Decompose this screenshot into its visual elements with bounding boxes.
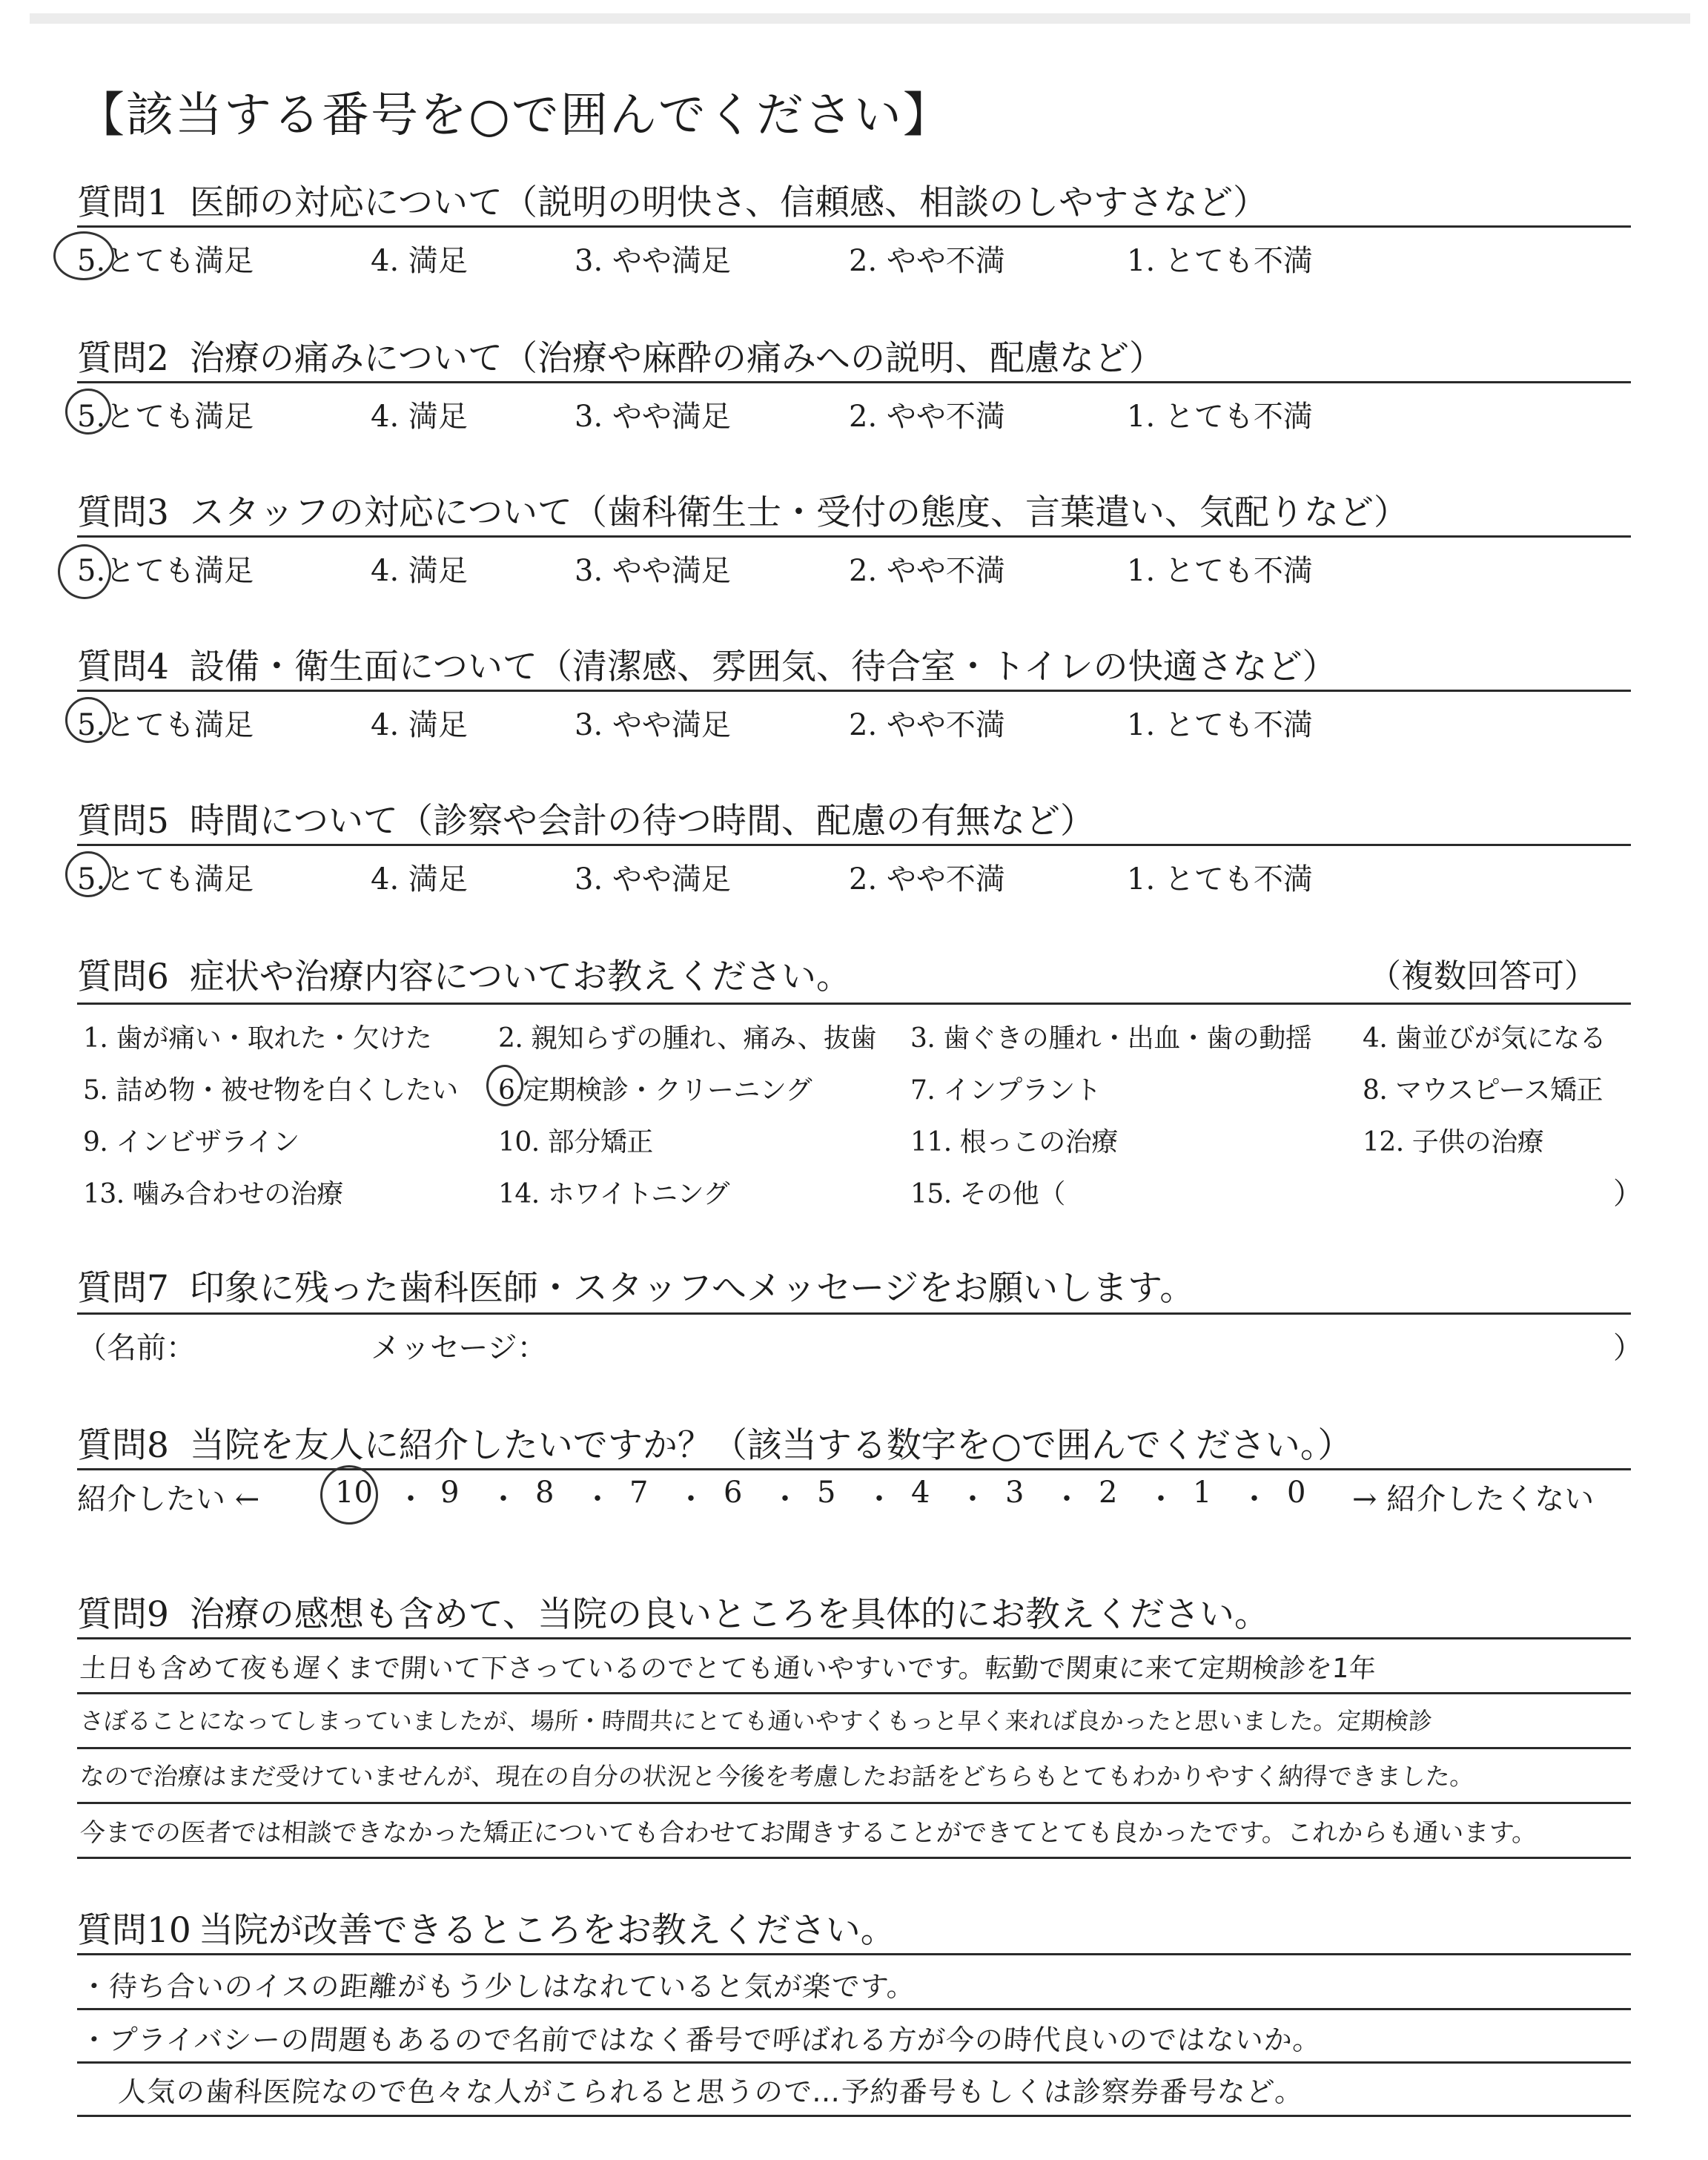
option-5[interactable]: 5.とても満足 — [77, 554, 254, 588]
scale-separator: ・ — [583, 1482, 612, 1516]
symptom-option[interactable]: 10. 部分矯正 — [498, 1127, 653, 1157]
option-3[interactable]: 3. やや満足 — [575, 862, 731, 896]
question-text: 治療の痛みについて（治療や麻酔の痛みへの説明、配慮など） — [189, 338, 1165, 379]
question-text: 時間について（診察や会計の待つ時間、配慮の有無など） — [189, 801, 1095, 842]
scale-value[interactable]: 3 — [1005, 1476, 1025, 1510]
rating-options-q1 — [0, 237, 1708, 282]
symptom-option[interactable]: 15. その他（ — [910, 1179, 1065, 1209]
question-number: 質問9 — [77, 1594, 169, 1635]
recommend-scale — [77, 1476, 1631, 1520]
option-2[interactable]: 2. やや不満 — [849, 244, 1005, 278]
option-3[interactable]: 3. やや満足 — [575, 244, 731, 278]
symptom-option[interactable]: 6.定期検診・クリーニング — [498, 1075, 812, 1106]
scale-value[interactable]: 2 — [1099, 1476, 1118, 1510]
option-5[interactable]: 5.とても満足 — [77, 862, 254, 896]
scale-separator: ・ — [489, 1482, 518, 1516]
question-number: 質問7 — [77, 1268, 169, 1309]
answer-rule — [77, 2008, 1631, 2010]
handwritten-answer-line: ・待ち合いのイスの距離がもう少しはなれていると気が楽です。 — [79, 1970, 917, 2003]
question-6-heading — [77, 949, 851, 999]
question-text: 症状や治療内容についてお教えください。 — [189, 957, 851, 997]
symptom-option[interactable]: 1. 歯が痛い・取れた・欠けた — [83, 1023, 432, 1054]
option-4[interactable]: 4. 満足 — [371, 554, 468, 588]
question-4-heading — [77, 639, 1337, 689]
symptom-option[interactable]: 7. インプラント — [910, 1075, 1102, 1106]
question-1-heading — [77, 175, 1268, 225]
option-2[interactable]: 2. やや不満 — [849, 862, 1005, 896]
scale-right-label: → 紹介したくない — [1352, 1482, 1595, 1516]
scale-left-label: 紹介したい ← — [77, 1482, 260, 1516]
name-label: （名前： — [77, 1331, 196, 1365]
handwritten-answer-line: 人気の歯科医院なので色々な人がこられると思うので…予約番号もしくは診察券番号など。 — [117, 2075, 1305, 2108]
scale-separator: ・ — [1052, 1482, 1082, 1516]
scale-separator: ・ — [958, 1482, 987, 1516]
handwritten-answer-line: 今までの医者では相談できなかった矯正についても合わせてお聞きすることができてとても良かったです。これからも通います。 — [79, 1818, 1539, 1848]
option-1[interactable]: 1. とても不満 — [1127, 244, 1313, 278]
option-1[interactable]: 1. とても不満 — [1127, 862, 1313, 896]
scale-value[interactable]: 1 — [1193, 1476, 1212, 1510]
question-5-heading — [77, 793, 1095, 843]
multiple-answers-note: （複数回答可） — [1368, 957, 1597, 995]
scale-separator: ・ — [1146, 1482, 1176, 1516]
symptom-option[interactable]: 13. 噛み合わせの治療 — [83, 1179, 343, 1209]
option-3[interactable]: 3. やや満足 — [575, 554, 731, 588]
scale-separator: ・ — [864, 1482, 894, 1516]
symptom-option[interactable]: 14. ホワイトニング — [498, 1179, 729, 1209]
divider — [77, 535, 1631, 538]
question-number: 質問5 — [77, 801, 169, 842]
handwritten-answer-line: なので治療はまだ受けていませんが、現在の自分の状況と今後を考慮したお話をどちらもとてもわかりやすく納得できました。 — [79, 1762, 1476, 1791]
rating-options-q2 — [0, 393, 1708, 437]
question-number: 質問6 — [77, 957, 169, 997]
symptom-option[interactable]: 3. 歯ぐきの腫れ・出血・歯の動揺 — [910, 1023, 1312, 1054]
answer-rule — [77, 1802, 1631, 1804]
hand-drawn-circle-mark — [486, 1065, 523, 1106]
option-2[interactable]: 2. やや不満 — [849, 400, 1005, 434]
hand-drawn-circle-mark — [65, 389, 111, 435]
divider — [77, 844, 1631, 846]
option-3[interactable]: 3. やや満足 — [575, 400, 731, 434]
answer-rule — [77, 2061, 1631, 2064]
option-4[interactable]: 4. 満足 — [371, 400, 468, 434]
question-number: 質問8 — [77, 1425, 169, 1466]
divider — [77, 1468, 1631, 1470]
question-9-heading — [77, 1587, 1269, 1636]
divider — [77, 225, 1631, 228]
scale-value[interactable]: 9 — [440, 1476, 460, 1510]
scale-value[interactable]: 4 — [911, 1476, 930, 1510]
option-1[interactable]: 1. とても不満 — [1127, 400, 1313, 434]
question-number: 質問1 — [77, 182, 169, 223]
option-5[interactable]: 5.とても満足 — [77, 708, 254, 742]
hand-drawn-circle-mark — [58, 544, 111, 599]
question-2-heading — [77, 331, 1164, 380]
scale-separator: ・ — [396, 1482, 426, 1516]
question-10-heading — [77, 1903, 896, 1952]
rating-options-q3 — [0, 547, 1708, 592]
question-text: 医師の対応について（説明の明快さ、信頼感、相談のしやすさなど） — [189, 182, 1268, 223]
message-label: メッセージ： — [371, 1331, 547, 1365]
question-number: 質問10 — [77, 1910, 191, 1951]
scale-value[interactable]: 7 — [629, 1476, 649, 1510]
option-5[interactable]: 5.とても満足 — [77, 400, 254, 434]
scale-value[interactable]: 10 — [335, 1476, 373, 1510]
symptom-option[interactable]: 12. 子供の治療 — [1363, 1127, 1544, 1157]
divider — [77, 690, 1631, 692]
option-4[interactable]: 4. 満足 — [371, 708, 468, 742]
symptom-option[interactable]: 5. 詰め物・被せ物を白くしたい — [83, 1075, 458, 1106]
option-1[interactable]: 1. とても不満 — [1127, 708, 1313, 742]
handwritten-answer-line: さぼることになってしまっていましたが、場所・時間共にとても通いやすくもっと早く来れば良かったと思いました。定期検診 — [79, 1707, 1434, 1735]
divider — [77, 1953, 1631, 1955]
divider — [77, 1312, 1631, 1315]
question-8-heading — [77, 1418, 1352, 1467]
symptom-option[interactable]: 2. 親知らずの腫れ、痛み、抜歯 — [498, 1023, 877, 1054]
rating-options-q4 — [0, 701, 1708, 746]
option-4[interactable]: 4. 満足 — [371, 862, 468, 896]
option-2[interactable]: 2. やや不満 — [849, 708, 1005, 742]
scale-separator: ・ — [770, 1482, 800, 1516]
close-paren: ） — [1613, 1331, 1643, 1365]
scale-value[interactable]: 8 — [535, 1476, 555, 1510]
answer-rule — [77, 1692, 1631, 1694]
option-1[interactable]: 1. とても不満 — [1127, 554, 1313, 588]
question-7-heading — [77, 1261, 1194, 1310]
scale-separator: ・ — [1239, 1482, 1269, 1516]
question-text: 設備・衛生面について（清潔感、雰囲気、待合室・トイレの快適さなど） — [189, 647, 1337, 687]
question-text: 治療の感想も含めて、当院の良いところを具体的にお教えください。 — [189, 1594, 1269, 1635]
question-text: 印象に残った歯科医師・スタッフへメッセージをお願いします。 — [189, 1268, 1195, 1309]
answer-rule — [77, 1747, 1631, 1749]
answer-rule — [77, 1857, 1631, 1859]
divider — [77, 1637, 1631, 1639]
hand-drawn-circle-mark — [320, 1465, 378, 1525]
option-3[interactable]: 3. やや満足 — [575, 708, 731, 742]
scale-value[interactable]: 5 — [817, 1476, 836, 1510]
page-title: 【該当する番号を○で囲んでください】 — [77, 88, 952, 143]
symptom-option[interactable]: 9. インビザライン — [83, 1127, 299, 1157]
option-2[interactable]: 2. やや不満 — [849, 554, 1005, 588]
divider — [77, 1003, 1631, 1005]
scale-value[interactable]: 0 — [1287, 1476, 1306, 1510]
question-text: 当院が改善できるところをお教えください。 — [198, 1910, 896, 1951]
question-number: 質問4 — [77, 647, 169, 687]
question-text: スタッフの対応について（歯科衛生士・受付の態度、言葉遣い、気配りなど） — [189, 492, 1409, 533]
handwritten-answer-line: ・プライバシーの問題もあるので名前ではなく番号で呼ばれる方が今の時代良いのではないか。 — [79, 2024, 1323, 2056]
symptom-option[interactable]: 8. マウスピース矯正 — [1363, 1075, 1603, 1106]
question-number: 質問3 — [77, 492, 169, 533]
divider — [77, 381, 1631, 383]
answer-rule — [77, 2115, 1631, 2117]
question-text: 当院を友人に紹介したいですか？（該当する数字を○で囲んでください。） — [189, 1425, 1353, 1466]
option-4[interactable]: 4. 満足 — [371, 244, 468, 278]
close-paren: ） — [1613, 1177, 1643, 1211]
rating-options-q5 — [0, 856, 1708, 900]
handwritten-answer-line: 土日も含めて夜も遅くまで開いて下さっているのでとても通いやすいです。転勤で関東に来て定期検診を1年 — [79, 1654, 1377, 1684]
symptom-option[interactable]: 11. 根っこの治療 — [910, 1127, 1118, 1157]
symptom-option[interactable]: 4. 歯並びが気になる — [1363, 1023, 1606, 1054]
question-number: 質問2 — [77, 338, 169, 379]
scale-separator: ・ — [676, 1482, 706, 1516]
hand-drawn-circle-mark — [65, 851, 111, 897]
hand-drawn-circle-mark — [53, 231, 114, 280]
scale-value[interactable]: 6 — [724, 1476, 743, 1510]
hand-drawn-circle-mark — [65, 697, 111, 743]
scan-edge-band — [30, 13, 1690, 24]
question-3-heading — [77, 485, 1409, 535]
option-5[interactable]: 5.とても満足 — [77, 244, 254, 278]
